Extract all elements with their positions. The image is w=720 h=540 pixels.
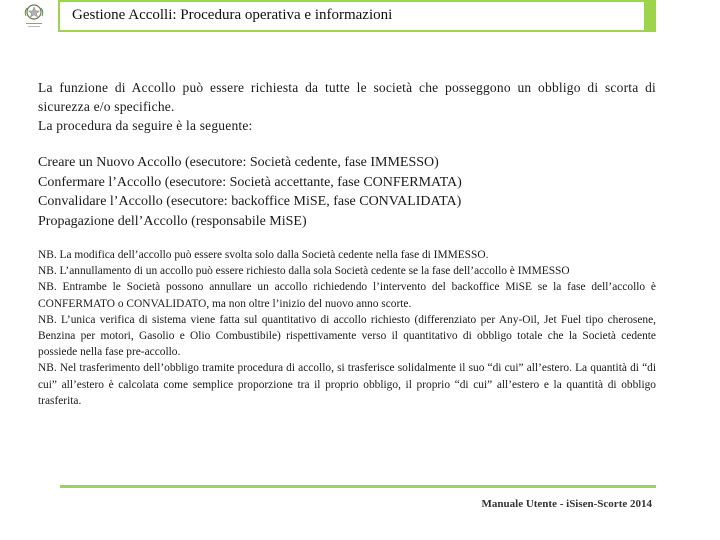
header-accent: [644, 2, 654, 30]
step-item: Confermare l’Accollo (esecutore: Società accettante, fase CONFERMATA): [38, 174, 462, 190]
footer-caption: Manuale Utente - iSisen-Scorte 2014: [481, 498, 652, 510]
note-item: NB. Entrambe le Società possono annullare un accollo richiedendo l’intervento del backoffice MiSE se la fase dell’accollo è CONFERMATO o CONVALIDATO, ma non oltre l’inizio del nuovo anno scorte.: [38, 281, 656, 310]
note-item: NB. L’annullamento di un accollo può essere richiesto dalla sola Società cedente se la fase dell’accollo è IMMESSO: [38, 265, 570, 278]
italian-republic-emblem-icon: [20, 2, 48, 32]
intro-paragraph: [38, 78, 656, 135]
notes-block: [38, 247, 656, 409]
note-item: NB. La modifica dell’accollo può essere svolta solo dalla Società cedente nella fase di IMMESSO.: [38, 249, 489, 261]
procedure-steps: [38, 153, 656, 231]
footer-divider: [60, 485, 656, 488]
intro-line-1: La funzione di Accollo può essere richiesta da tutte le società che posseggono un obbligo di scorta di sicurezza e/o specifiche.: [38, 80, 656, 114]
step-item: Creare un Nuovo Accollo (esecutore: Società cedente, fase IMMESSO): [38, 155, 439, 170]
page-title: Gestione Accolli: Procedura operativa e informazioni: [72, 7, 393, 23]
step-item: Convalidare l’Accollo (esecutore: backoffice MiSE, fase CONVALIDATA): [38, 194, 462, 209]
note-item: NB. Nel trasferimento dell’obbligo tramite procedura di accollo, si trasferisce solidalmente il suo “di cui” all’estero. La quantità di “di cui” all’estero è calcolata come semplice proporzione tra il proprio obbligo, il proprio “di cui” all’estero e la quantità di obbligo trasferita.: [38, 362, 656, 407]
step-item: Propagazione dell’Accollo (responsabile MiSE): [38, 213, 307, 229]
note-item: NB. L’unica verifica di sistema viene fatta sul quantitativo di accollo richiesto (differenziato per Any-Oil, Jet Fuel tipo cherosene, Benzina per motori, Gasolio e Olio Combustibile) rispettivamente verso il quantitativo di obbligo totale che la Società cedente possiede nella fase pre-accollo.: [38, 313, 656, 359]
intro-line-2: La procedura da seguire è la seguente:: [38, 118, 253, 133]
